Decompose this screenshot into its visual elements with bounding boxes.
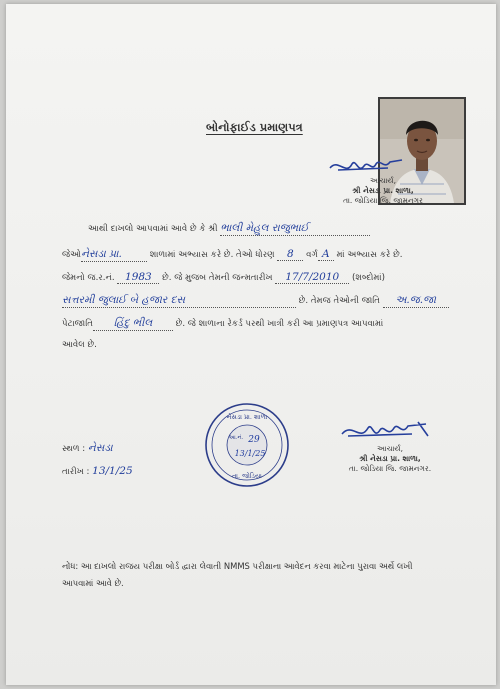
text: જેઓ — [62, 250, 82, 260]
principal-stamp-top — [328, 176, 438, 206]
stamp-top-text: નેસડા પ્રા. શાળા — [226, 413, 268, 421]
gr-number: 1983 — [117, 271, 159, 284]
date-label: તારીખ : — [62, 467, 90, 477]
student-name: ભાલી મેહુલ રાજુભાઈ — [220, 222, 370, 236]
school-name: નેસડા પ્રા. — [81, 248, 147, 262]
certificate-page — [6, 4, 496, 685]
stamp-taluka: તા. જોડિયા જિ. જામનગર — [343, 196, 423, 205]
certificate-title: બોનોફાઈડ પ્રમાણપત્ર — [206, 120, 303, 134]
footer-note: નોંધ: આ દાખલો રાજય પરીક્ષા બોર્ડ દ્વારા લેવાતી NMMS પરીક્ષાના આવેદન કરવા માટેના પુરાવા અર્થે લખી આપવામાં આવે છે. — [62, 561, 413, 588]
text: માં અભ્યાસ કરે છે. — [336, 250, 403, 260]
text: જેમનો જ.ર.નં. — [62, 273, 115, 283]
stamp-bottom-text: તા. જોડિયા — [232, 472, 262, 480]
place-row — [62, 442, 113, 455]
stamp-num-value: 29 — [248, 435, 260, 445]
stamp-num-label: આ.નં. — [228, 435, 244, 441]
place-value: નેસડા — [87, 442, 113, 454]
caste: અ.જ.જા — [383, 294, 449, 308]
date-row — [62, 465, 133, 477]
body-line-4 — [62, 294, 449, 308]
body-line-5 — [62, 317, 383, 331]
stamp-school: શ્રી નેસડા પ્રા. શાળા, — [352, 186, 414, 195]
body-line-1 — [88, 222, 370, 236]
birth-date-words: સત્તરમી જુલાઈ બે હજાર દસ — [62, 294, 296, 308]
text: છે. જે શાળાના રેકર્ડ પરથી ખાત્રી કરી આ પ્રમાણપત્ર આપવામાં — [175, 319, 384, 329]
birth-date: 17/7/2010 — [275, 271, 349, 284]
date-value: 13/1/25 — [92, 465, 133, 477]
school-round-stamp — [204, 402, 290, 488]
body-line-2 — [62, 248, 402, 262]
text: પેટાજાતિ — [62, 319, 93, 329]
text: વર્ગ — [306, 250, 318, 260]
stamp-title: આચાર્ય, — [377, 444, 403, 453]
stamp-date-value: 13/1/25 — [234, 449, 266, 458]
text: (શબ્દોમાં) — [352, 273, 385, 283]
standard: 8 — [277, 248, 303, 261]
stamp-school: શ્રી નેસડા પ્રા. શાળા, — [359, 454, 421, 463]
division: A — [318, 248, 334, 261]
subcaste: હિંદુ ભીલ — [93, 317, 173, 331]
principal-stamp-bottom — [332, 444, 448, 474]
text: આથી દાખલો આપવામાં આવે છે કે શ્રી — [88, 224, 218, 234]
stamp-title: આચાર્ય, — [370, 176, 396, 185]
stamp-taluka: તા. જોડિયા જિ. જામનગર. — [348, 464, 432, 473]
text: છે. તેમજ તેઓની જાતિ — [298, 296, 380, 306]
text: છે. જે મુજબ તેમની જન્મતારીખ — [162, 273, 273, 283]
place-label: સ્થળ : — [62, 444, 86, 454]
body-line-6: આવેલ છે. — [62, 340, 97, 350]
text: શાળામાં અભ્યાસ કરે છે. તેઓ ધોરણ — [149, 250, 275, 260]
body-line-3 — [62, 271, 385, 284]
